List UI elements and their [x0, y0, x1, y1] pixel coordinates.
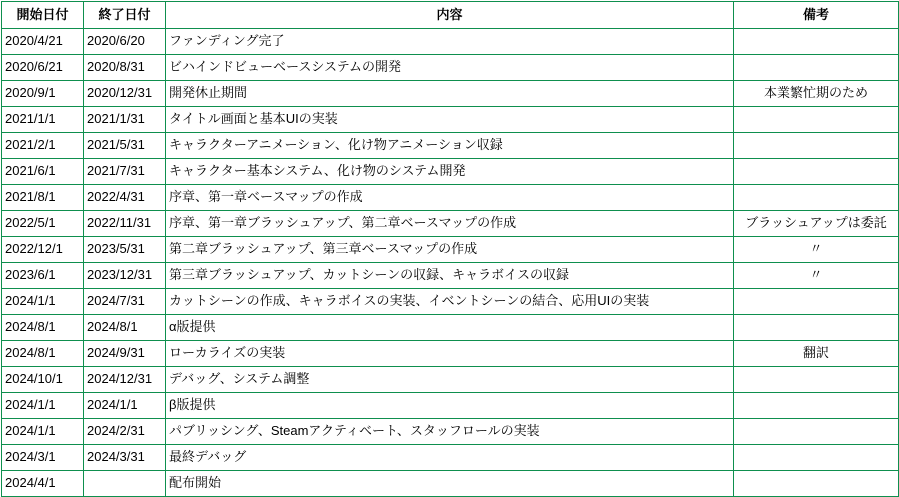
cell-start-date: 2024/4/1	[2, 471, 84, 497]
cell-content: 配布開始	[166, 471, 734, 497]
cell-start-date: 2021/6/1	[2, 159, 84, 185]
table-row	[2, 367, 899, 393]
column-header-content: 内容	[166, 2, 734, 29]
table-header	[2, 2, 899, 29]
cell-note: 翻訳	[734, 341, 899, 367]
table-row	[2, 237, 899, 263]
cell-content: 開発休止期間	[166, 81, 734, 107]
cell-end-date: 2024/8/1	[84, 315, 166, 341]
cell-content: 第三章ブラッシュアップ、カットシーンの収録、キャラボイスの収録	[166, 263, 734, 289]
table-row	[2, 471, 899, 497]
cell-start-date: 2024/1/1	[2, 393, 84, 419]
cell-end-date: 2021/5/31	[84, 133, 166, 159]
cell-content: 第二章ブラッシュアップ、第三章ベースマップの作成	[166, 237, 734, 263]
cell-end-date: 2022/11/31	[84, 211, 166, 237]
cell-start-date: 2020/6/21	[2, 55, 84, 81]
cell-note	[734, 419, 899, 445]
cell-content: 序章、第一章ベースマップの作成	[166, 185, 734, 211]
cell-note	[734, 315, 899, 341]
table-row	[2, 341, 899, 367]
cell-end-date: 2024/1/1	[84, 393, 166, 419]
cell-note: 〃	[734, 237, 899, 263]
cell-content: 序章、第一章ブラッシュアップ、第二章ベースマップの作成	[166, 211, 734, 237]
cell-start-date: 2024/1/1	[2, 289, 84, 315]
cell-note	[734, 29, 899, 55]
table-row	[2, 185, 899, 211]
cell-content: ローカライズの実装	[166, 341, 734, 367]
cell-content: ビハインドビューベースシステムの開発	[166, 55, 734, 81]
cell-end-date	[84, 471, 166, 497]
cell-start-date: 2024/3/1	[2, 445, 84, 471]
cell-start-date: 2024/1/1	[2, 419, 84, 445]
cell-content: キャラクター基本システム、化け物のシステム開発	[166, 159, 734, 185]
cell-content: デバッグ、システム調整	[166, 367, 734, 393]
table-row	[2, 289, 899, 315]
cell-start-date: 2021/8/1	[2, 185, 84, 211]
cell-end-date: 2024/7/31	[84, 289, 166, 315]
cell-end-date: 2024/3/31	[84, 445, 166, 471]
table-body	[2, 29, 899, 497]
cell-start-date: 2024/8/1	[2, 341, 84, 367]
cell-note: ブラッシュアップは委託	[734, 211, 899, 237]
cell-note: 本業繁忙期のため	[734, 81, 899, 107]
cell-note	[734, 471, 899, 497]
column-header-start-date: 開始日付	[2, 2, 84, 29]
cell-start-date: 2021/1/1	[2, 107, 84, 133]
table-row	[2, 419, 899, 445]
table-row	[2, 263, 899, 289]
cell-note	[734, 393, 899, 419]
column-header-note: 備考	[734, 2, 899, 29]
table-row	[2, 159, 899, 185]
cell-end-date: 2021/1/31	[84, 107, 166, 133]
cell-content: カットシーンの作成、キャラボイスの実装、イベントシーンの結合、応用UIの実装	[166, 289, 734, 315]
header-row	[2, 2, 899, 29]
cell-content: ファンディング完了	[166, 29, 734, 55]
table-row	[2, 211, 899, 237]
cell-note	[734, 107, 899, 133]
table-row	[2, 315, 899, 341]
cell-end-date: 2024/12/31	[84, 367, 166, 393]
table-row	[2, 81, 899, 107]
schedule-sheet	[0, 1, 899, 491]
cell-start-date: 2022/5/1	[2, 211, 84, 237]
cell-end-date: 2023/12/31	[84, 263, 166, 289]
cell-end-date: 2020/8/31	[84, 55, 166, 81]
cell-start-date: 2024/8/1	[2, 315, 84, 341]
cell-note: 〃	[734, 263, 899, 289]
cell-note	[734, 133, 899, 159]
cell-end-date: 2024/2/31	[84, 419, 166, 445]
cell-end-date: 2023/5/31	[84, 237, 166, 263]
table-row	[2, 393, 899, 419]
cell-end-date: 2021/7/31	[84, 159, 166, 185]
schedule-table	[1, 1, 899, 497]
cell-note	[734, 185, 899, 211]
cell-note	[734, 55, 899, 81]
cell-start-date: 2022/12/1	[2, 237, 84, 263]
cell-end-date: 2020/6/20	[84, 29, 166, 55]
cell-start-date: 2023/6/1	[2, 263, 84, 289]
cell-end-date: 2024/9/31	[84, 341, 166, 367]
cell-content: タイトル画面と基本UIの実装	[166, 107, 734, 133]
cell-end-date: 2022/4/31	[84, 185, 166, 211]
cell-content: β版提供	[166, 393, 734, 419]
cell-note	[734, 367, 899, 393]
cell-start-date: 2020/9/1	[2, 81, 84, 107]
cell-content: α版提供	[166, 315, 734, 341]
cell-start-date: 2021/2/1	[2, 133, 84, 159]
column-header-end-date: 終了日付	[84, 2, 166, 29]
cell-content: パブリッシング、Steamアクティベート、スタッフロールの実装	[166, 419, 734, 445]
cell-content: キャラクターアニメーション、化け物アニメーション収録	[166, 133, 734, 159]
cell-start-date: 2020/4/21	[2, 29, 84, 55]
table-row	[2, 29, 899, 55]
cell-content: 最終デバッグ	[166, 445, 734, 471]
table-row	[2, 133, 899, 159]
cell-note	[734, 289, 899, 315]
table-row	[2, 55, 899, 81]
cell-note	[734, 445, 899, 471]
table-row	[2, 445, 899, 471]
table-row	[2, 107, 899, 133]
cell-start-date: 2024/10/1	[2, 367, 84, 393]
cell-note	[734, 159, 899, 185]
cell-end-date: 2020/12/31	[84, 81, 166, 107]
